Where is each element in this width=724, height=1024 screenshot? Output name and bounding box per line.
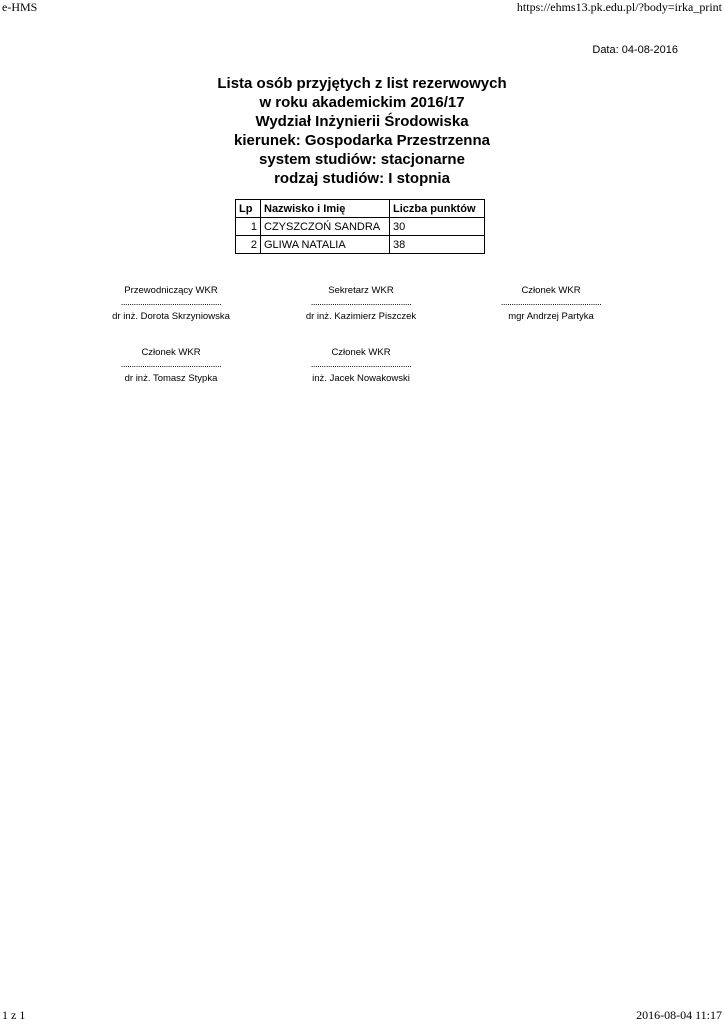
cell-lp: 1 — [236, 218, 261, 236]
table-header-row — [236, 200, 485, 218]
print-footer-page-count: 1 z 1 — [2, 1008, 26, 1022]
document-title — [0, 74, 724, 188]
cell-name: GLIWA NATALIA — [261, 236, 390, 254]
signature-block-chair — [81, 284, 261, 324]
title-line-faculty: Wydział Inżynierii Środowiska — [255, 113, 469, 130]
signature-person: mgr Andrzej Partyka — [508, 311, 594, 322]
title-line-list: Lista osób przyjętych z list rezerwowych — [217, 75, 507, 92]
signature-block-member-1 — [461, 284, 641, 324]
document-date: Data: 04-08-2016 — [592, 44, 678, 56]
results-table — [235, 199, 485, 254]
signature-person: dr inż. Dorota Skrzyniowska — [112, 311, 230, 322]
cell-points: 38 — [390, 236, 485, 254]
signature-line: ............................................... — [120, 298, 222, 308]
print-footer-timestamp: 2016-08-04 11:17 — [636, 1008, 722, 1022]
title-line-academic-year: w roku akademickim 2016/17 — [259, 94, 465, 111]
signature-line: ............................................... — [310, 360, 412, 370]
header-lp: Lp — [236, 200, 261, 218]
signature-line: ............................................... — [120, 360, 222, 370]
table-row — [236, 236, 485, 254]
cell-name: CZYSZCZOŃ SANDRA — [261, 218, 390, 236]
print-header-site-name: e-HMS — [2, 0, 38, 14]
table-row — [236, 218, 485, 236]
signature-role: Przewodniczący WKR — [124, 285, 218, 296]
header-points: Liczba punktów — [390, 200, 485, 218]
header-name: Nazwisko i Imię — [261, 200, 390, 218]
signature-role: Członek WKR — [331, 347, 391, 358]
signature-block-member-2 — [81, 346, 261, 386]
title-line-field: kierunek: Gospodarka Przestrzenna — [234, 132, 490, 149]
cell-lp: 2 — [236, 236, 261, 254]
signature-block-secretary — [271, 284, 451, 324]
title-line-study-level: rodzaj studiów: I stopnia — [274, 170, 450, 187]
signature-role: Członek WKR — [141, 347, 201, 358]
signature-person: dr inż. Tomasz Stypka — [124, 373, 218, 384]
cell-points: 30 — [390, 218, 485, 236]
signature-person: inż. Jacek Nowakowski — [312, 373, 410, 384]
signature-person: dr inż. Kazimierz Piszczek — [305, 311, 417, 322]
signature-block-member-3 — [271, 346, 451, 386]
signature-role: Sekretarz WKR — [328, 285, 394, 296]
title-line-study-system: system studiów: stacjonarne — [259, 151, 465, 168]
signature-role: Członek WKR — [521, 285, 581, 296]
signature-line: ............................................... — [310, 298, 412, 308]
print-header-url: https://ehms13.pk.edu.pl/?body=irka_print — [516, 0, 722, 14]
signature-line: ............................................... — [500, 298, 602, 308]
